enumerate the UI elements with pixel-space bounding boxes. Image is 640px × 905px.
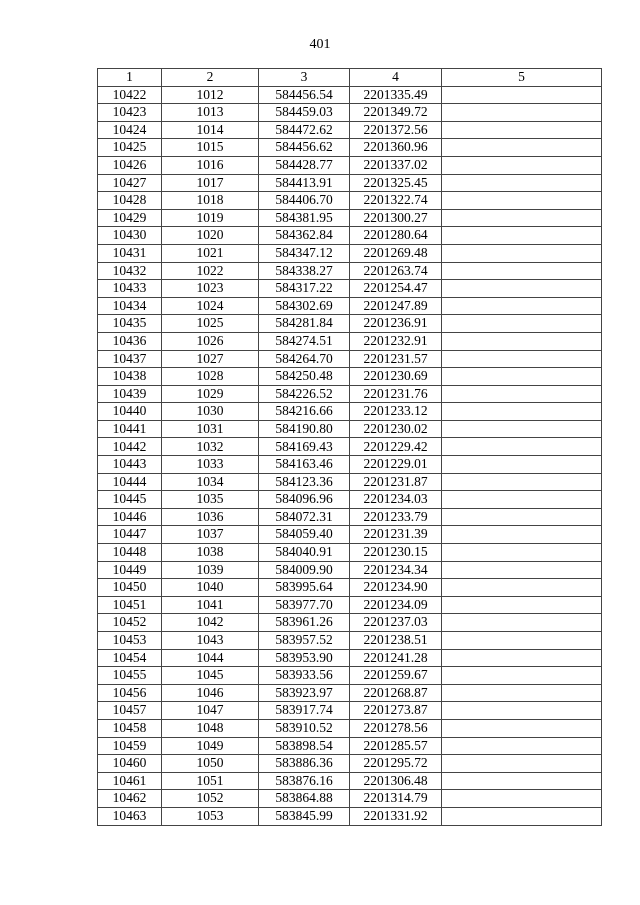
- table-cell-col-3: 583864.88: [259, 790, 350, 808]
- table-cell-col-5: [442, 614, 602, 632]
- table-cell-col-4: 2201230.15: [350, 544, 442, 562]
- table-cell-col-4: 2201280.64: [350, 227, 442, 245]
- table-cell-col-1: 10440: [98, 403, 162, 421]
- table-cell-col-3: 583961.26: [259, 614, 350, 632]
- table-cell-col-2: 1012: [162, 86, 259, 104]
- table-cell-col-1: 10462: [98, 790, 162, 808]
- table-cell-col-4: 2201233.12: [350, 403, 442, 421]
- table-cell-col-4: 2201231.76: [350, 385, 442, 403]
- table-cell-col-4: 2201295.72: [350, 755, 442, 773]
- table-row: [98, 139, 602, 157]
- table-cell-col-2: 1040: [162, 579, 259, 597]
- table-cell-col-3: 584123.36: [259, 473, 350, 491]
- table-row: [98, 104, 602, 122]
- table-row: [98, 702, 602, 720]
- table-row: [98, 297, 602, 315]
- table-cell-col-3: 584072.31: [259, 508, 350, 526]
- table-cell-col-1: 10445: [98, 491, 162, 509]
- table-cell-col-3: 584456.54: [259, 86, 350, 104]
- table-cell-col-3: 583953.90: [259, 649, 350, 667]
- table-cell-col-3: 584274.51: [259, 332, 350, 350]
- table-cell-col-3: 584264.70: [259, 350, 350, 368]
- table-cell-col-2: 1025: [162, 315, 259, 333]
- table-cell-col-2: 1038: [162, 544, 259, 562]
- table-cell-col-4: 2201238.51: [350, 632, 442, 650]
- table-cell-col-3: 584472.62: [259, 121, 350, 139]
- table-row: [98, 315, 602, 333]
- table-row: [98, 544, 602, 562]
- table-cell-col-4: 2201234.03: [350, 491, 442, 509]
- table-cell-col-2: 1034: [162, 473, 259, 491]
- table-row: [98, 174, 602, 192]
- table-cell-col-3: 583977.70: [259, 596, 350, 614]
- table-cell-col-5: [442, 174, 602, 192]
- table-cell-col-1: 10441: [98, 420, 162, 438]
- table-cell-col-3: 583876.16: [259, 772, 350, 790]
- table-cell-col-2: 1021: [162, 244, 259, 262]
- table-row: [98, 121, 602, 139]
- table-cell-col-1: 10442: [98, 438, 162, 456]
- table-cell-col-4: 2201230.02: [350, 420, 442, 438]
- table-cell-col-3: 584169.43: [259, 438, 350, 456]
- table-cell-col-1: 10439: [98, 385, 162, 403]
- table-cell-col-4: 2201230.69: [350, 368, 442, 386]
- table-cell-col-5: [442, 684, 602, 702]
- table-cell-col-5: [442, 420, 602, 438]
- table-row: [98, 438, 602, 456]
- table-cell-col-4: 2201322.74: [350, 192, 442, 210]
- table-cell-col-4: 2201273.87: [350, 702, 442, 720]
- column-header-5: 5: [442, 69, 602, 87]
- table-cell-col-5: [442, 807, 602, 825]
- table-cell-col-3: 584040.91: [259, 544, 350, 562]
- table-row: [98, 86, 602, 104]
- column-header-1: 1: [98, 69, 162, 87]
- table-row: [98, 684, 602, 702]
- table-cell-col-1: 10429: [98, 209, 162, 227]
- table-cell-col-3: 583923.97: [259, 684, 350, 702]
- table-row: [98, 579, 602, 597]
- table-row: [98, 332, 602, 350]
- table-cell-col-3: 583910.52: [259, 719, 350, 737]
- table-cell-col-2: 1035: [162, 491, 259, 509]
- table-cell-col-4: 2201233.79: [350, 508, 442, 526]
- table-cell-col-2: 1022: [162, 262, 259, 280]
- table-cell-col-1: 10456: [98, 684, 162, 702]
- table-cell-col-4: 2201231.57: [350, 350, 442, 368]
- table-cell-col-5: [442, 772, 602, 790]
- table-cell-col-4: 2201285.57: [350, 737, 442, 755]
- table-cell-col-1: 10430: [98, 227, 162, 245]
- table-row: [98, 244, 602, 262]
- table-row: [98, 632, 602, 650]
- table-cell-col-1: 10434: [98, 297, 162, 315]
- table-cell-col-5: [442, 192, 602, 210]
- table-cell-col-2: 1048: [162, 719, 259, 737]
- table-cell-col-2: 1014: [162, 121, 259, 139]
- table-cell-col-1: 10423: [98, 104, 162, 122]
- table-cell-col-2: 1018: [162, 192, 259, 210]
- table-cell-col-5: [442, 737, 602, 755]
- coordinates-table: [97, 68, 602, 826]
- table-cell-col-5: [442, 702, 602, 720]
- table-row: [98, 420, 602, 438]
- table-cell-col-5: [442, 280, 602, 298]
- table-cell-col-5: [442, 719, 602, 737]
- table-cell-col-1: 10431: [98, 244, 162, 262]
- table-cell-col-5: [442, 544, 602, 562]
- table-cell-col-1: 10438: [98, 368, 162, 386]
- table-cell-col-4: 2201234.09: [350, 596, 442, 614]
- table-row: [98, 350, 602, 368]
- table-cell-col-5: [442, 473, 602, 491]
- table-cell-col-5: [442, 332, 602, 350]
- table-cell-col-2: 1033: [162, 456, 259, 474]
- table-cell-col-3: 584226.52: [259, 385, 350, 403]
- table-cell-col-1: 10436: [98, 332, 162, 350]
- table-cell-col-4: 2201337.02: [350, 156, 442, 174]
- table-cell-col-1: 10460: [98, 755, 162, 773]
- table-cell-col-2: 1047: [162, 702, 259, 720]
- table-cell-col-1: 10424: [98, 121, 162, 139]
- table-cell-col-4: 2201231.87: [350, 473, 442, 491]
- table-row: [98, 473, 602, 491]
- table-row: [98, 368, 602, 386]
- table-cell-col-3: 584317.22: [259, 280, 350, 298]
- table-cell-col-4: 2201372.56: [350, 121, 442, 139]
- table-cell-col-5: [442, 649, 602, 667]
- table-cell-col-3: 584096.96: [259, 491, 350, 509]
- table-row: [98, 209, 602, 227]
- table-row: [98, 719, 602, 737]
- table-cell-col-2: 1024: [162, 297, 259, 315]
- table-cell-col-5: [442, 579, 602, 597]
- table-cell-col-1: 10461: [98, 772, 162, 790]
- table-cell-col-4: 2201325.45: [350, 174, 442, 192]
- table-cell-col-2: 1029: [162, 385, 259, 403]
- table-cell-col-1: 10458: [98, 719, 162, 737]
- table-cell-col-4: 2201263.74: [350, 262, 442, 280]
- table-cell-col-2: 1026: [162, 332, 259, 350]
- table-cell-col-3: 583898.54: [259, 737, 350, 755]
- table-cell-col-1: 10437: [98, 350, 162, 368]
- table-cell-col-4: 2201234.90: [350, 579, 442, 597]
- table-cell-col-1: 10450: [98, 579, 162, 597]
- table-cell-col-5: [442, 121, 602, 139]
- table-cell-col-5: [442, 156, 602, 174]
- table-row: [98, 385, 602, 403]
- table-cell-col-2: 1020: [162, 227, 259, 245]
- table-cell-col-5: [442, 86, 602, 104]
- table-cell-col-3: 583917.74: [259, 702, 350, 720]
- table-cell-col-2: 1013: [162, 104, 259, 122]
- table-cell-col-4: 2201259.67: [350, 667, 442, 685]
- table-cell-col-3: 583933.56: [259, 667, 350, 685]
- table-row: [98, 192, 602, 210]
- table-cell-col-3: 584406.70: [259, 192, 350, 210]
- table-cell-col-5: [442, 209, 602, 227]
- table-cell-col-4: 2201232.91: [350, 332, 442, 350]
- table-cell-col-2: 1044: [162, 649, 259, 667]
- table-cell-col-4: 2201237.03: [350, 614, 442, 632]
- table-cell-col-3: 584163.46: [259, 456, 350, 474]
- table-cell-col-3: 584456.62: [259, 139, 350, 157]
- table-row: [98, 262, 602, 280]
- table-cell-col-1: 10449: [98, 561, 162, 579]
- table-cell-col-5: [442, 315, 602, 333]
- table-cell-col-4: 2201229.42: [350, 438, 442, 456]
- table-cell-col-5: [442, 350, 602, 368]
- table-row: [98, 280, 602, 298]
- table-row: [98, 667, 602, 685]
- table-cell-col-4: 2201268.87: [350, 684, 442, 702]
- table-cell-col-2: 1017: [162, 174, 259, 192]
- table-cell-col-2: 1052: [162, 790, 259, 808]
- table-cell-col-1: 10427: [98, 174, 162, 192]
- table-cell-col-1: 10463: [98, 807, 162, 825]
- table-cell-col-3: 584009.90: [259, 561, 350, 579]
- table-row: [98, 456, 602, 474]
- table-cell-col-5: [442, 491, 602, 509]
- table-cell-col-1: 10452: [98, 614, 162, 632]
- table-cell-col-1: 10457: [98, 702, 162, 720]
- table-cell-col-1: 10444: [98, 473, 162, 491]
- table-cell-col-3: 584381.95: [259, 209, 350, 227]
- table-cell-col-2: 1053: [162, 807, 259, 825]
- table-cell-col-3: 584250.48: [259, 368, 350, 386]
- table-row: [98, 508, 602, 526]
- table-cell-col-1: 10433: [98, 280, 162, 298]
- table-cell-col-2: 1042: [162, 614, 259, 632]
- table-cell-col-4: 2201229.01: [350, 456, 442, 474]
- table-cell-col-3: 583957.52: [259, 632, 350, 650]
- table-cell-col-5: [442, 139, 602, 157]
- table-row: [98, 526, 602, 544]
- table-cell-col-2: 1039: [162, 561, 259, 579]
- table-cell-col-1: 10443: [98, 456, 162, 474]
- column-header-4: 4: [350, 69, 442, 87]
- table-cell-col-2: 1037: [162, 526, 259, 544]
- table-cell-col-2: 1016: [162, 156, 259, 174]
- table-cell-col-2: 1032: [162, 438, 259, 456]
- table-cell-col-3: 583886.36: [259, 755, 350, 773]
- table-cell-col-3: 584216.66: [259, 403, 350, 421]
- table-cell-col-4: 2201335.49: [350, 86, 442, 104]
- column-header-3: 3: [259, 69, 350, 87]
- table-cell-col-4: 2201269.48: [350, 244, 442, 262]
- table-cell-col-1: 10435: [98, 315, 162, 333]
- table-row: [98, 772, 602, 790]
- table-cell-col-4: 2201360.96: [350, 139, 442, 157]
- page-number: 401: [309, 37, 331, 52]
- table-row: [98, 755, 602, 773]
- table-cell-col-1: 10425: [98, 139, 162, 157]
- table-cell-col-1: 10422: [98, 86, 162, 104]
- table-cell-col-2: 1036: [162, 508, 259, 526]
- table-cell-col-4: 2201306.48: [350, 772, 442, 790]
- table-cell-col-2: 1041: [162, 596, 259, 614]
- table-cell-col-1: 10459: [98, 737, 162, 755]
- table-cell-col-1: 10455: [98, 667, 162, 685]
- table-cell-col-3: 584347.12: [259, 244, 350, 262]
- table-cell-col-1: 10451: [98, 596, 162, 614]
- table-cell-col-4: 2201300.27: [350, 209, 442, 227]
- table-header-row: [98, 69, 602, 87]
- table-cell-col-5: [442, 632, 602, 650]
- table-cell-col-3: 584428.77: [259, 156, 350, 174]
- table-cell-col-2: 1019: [162, 209, 259, 227]
- table-cell-col-3: 584362.84: [259, 227, 350, 245]
- table-cell-col-5: [442, 227, 602, 245]
- table-cell-col-2: 1045: [162, 667, 259, 685]
- table-cell-col-2: 1043: [162, 632, 259, 650]
- table-cell-col-2: 1049: [162, 737, 259, 755]
- table-cell-col-5: [442, 596, 602, 614]
- table-cell-col-2: 1030: [162, 403, 259, 421]
- table-cell-col-1: 10426: [98, 156, 162, 174]
- table-cell-col-4: 2201254.47: [350, 280, 442, 298]
- table-row: [98, 737, 602, 755]
- table-cell-col-3: 584459.03: [259, 104, 350, 122]
- table-cell-col-1: 10448: [98, 544, 162, 562]
- table-cell-col-2: 1015: [162, 139, 259, 157]
- table-cell-col-4: 2201331.92: [350, 807, 442, 825]
- table-cell-col-5: [442, 104, 602, 122]
- table-row: [98, 649, 602, 667]
- table-cell-col-5: [442, 244, 602, 262]
- table-cell-col-5: [442, 403, 602, 421]
- table-cell-col-4: 2201231.39: [350, 526, 442, 544]
- table-cell-col-5: [442, 526, 602, 544]
- table-row: [98, 561, 602, 579]
- table-cell-col-3: 584302.69: [259, 297, 350, 315]
- table-row: [98, 790, 602, 808]
- table-cell-col-3: 583995.64: [259, 579, 350, 597]
- table-cell-col-2: 1050: [162, 755, 259, 773]
- table-cell-col-3: 584281.84: [259, 315, 350, 333]
- table-row: [98, 807, 602, 825]
- table-cell-col-4: 2201241.28: [350, 649, 442, 667]
- table-row: [98, 156, 602, 174]
- table-cell-col-4: 2201314.79: [350, 790, 442, 808]
- table-cell-col-5: [442, 438, 602, 456]
- table-row: [98, 596, 602, 614]
- table-cell-col-4: 2201234.34: [350, 561, 442, 579]
- table-row: [98, 491, 602, 509]
- table-cell-col-3: 583845.99: [259, 807, 350, 825]
- table-row: [98, 227, 602, 245]
- table-cell-col-5: [442, 297, 602, 315]
- table-cell-col-5: [442, 755, 602, 773]
- table-cell-col-2: 1046: [162, 684, 259, 702]
- table-row: [98, 403, 602, 421]
- table-cell-col-2: 1051: [162, 772, 259, 790]
- table-cell-col-5: [442, 385, 602, 403]
- table-cell-col-1: 10432: [98, 262, 162, 280]
- table-cell-col-4: 2201236.91: [350, 315, 442, 333]
- table-cell-col-2: 1023: [162, 280, 259, 298]
- table-cell-col-5: [442, 456, 602, 474]
- table-cell-col-5: [442, 667, 602, 685]
- table-cell-col-5: [442, 790, 602, 808]
- table-cell-col-3: 584059.40: [259, 526, 350, 544]
- table-cell-col-4: 2201247.89: [350, 297, 442, 315]
- table-cell-col-2: 1028: [162, 368, 259, 386]
- table-cell-col-2: 1027: [162, 350, 259, 368]
- table-cell-col-3: 584413.91: [259, 174, 350, 192]
- table-cell-col-1: 10428: [98, 192, 162, 210]
- table-body: [98, 86, 602, 825]
- table-cell-col-3: 584190.80: [259, 420, 350, 438]
- table-cell-col-1: 10446: [98, 508, 162, 526]
- table-cell-col-3: 584338.27: [259, 262, 350, 280]
- table-cell-col-1: 10447: [98, 526, 162, 544]
- table-cell-col-1: 10454: [98, 649, 162, 667]
- table-cell-col-5: [442, 368, 602, 386]
- table-cell-col-1: 10453: [98, 632, 162, 650]
- table-cell-col-4: 2201278.56: [350, 719, 442, 737]
- table-cell-col-4: 2201349.72: [350, 104, 442, 122]
- table-cell-col-5: [442, 561, 602, 579]
- column-header-2: 2: [162, 69, 259, 87]
- table-cell-col-5: [442, 262, 602, 280]
- table-cell-col-5: [442, 508, 602, 526]
- table-cell-col-2: 1031: [162, 420, 259, 438]
- table-row: [98, 614, 602, 632]
